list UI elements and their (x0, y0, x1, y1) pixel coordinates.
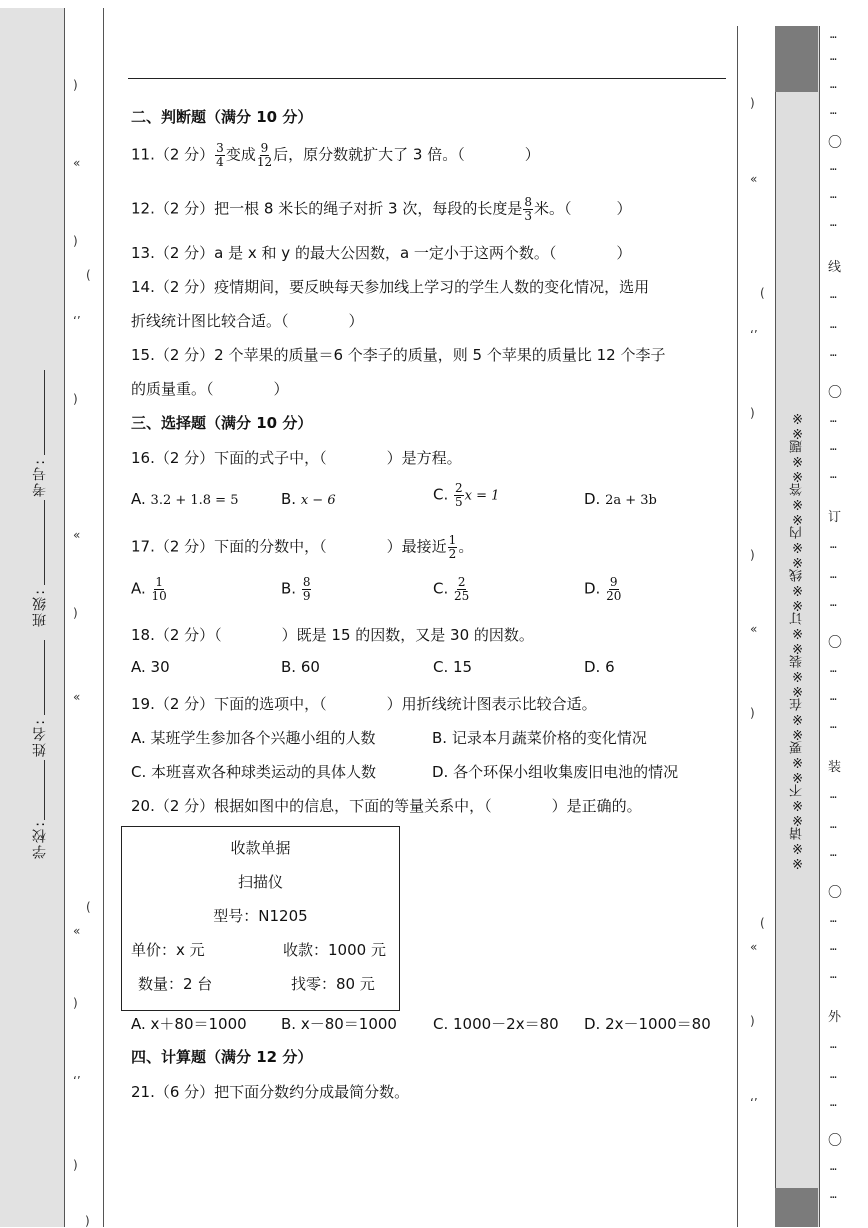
option-b[interactable]: B. x－80＝1000 (281, 1015, 397, 1033)
seal-mark: ‘’ (73, 1074, 81, 1088)
question-19-option-b[interactable]: B. 记录本月蔬菜价格的变化情况 (432, 729, 647, 747)
seal-dots: … (830, 318, 837, 331)
seal-mark: « (73, 924, 81, 938)
receipt-item: 扫描仪 (237, 873, 283, 891)
seal-circle: 〇 (828, 385, 842, 401)
option-label: B. (281, 579, 297, 598)
question-13: 13.（2 分）a 是 x 和 y 的最大公因数，a 一定小于这两个数。（ ） (131, 244, 632, 262)
seal-dots: … (830, 568, 837, 581)
option-text: 3.2 + 1.8 = 5 (150, 493, 239, 508)
seal-dots: … (830, 412, 837, 425)
option-a[interactable]: A. x＋80＝1000 (131, 1015, 247, 1033)
option-c[interactable] (433, 576, 470, 602)
seal-dots: … (830, 346, 837, 359)
seal-mark: ‘’ (750, 1096, 758, 1110)
seal-dots: … (830, 288, 837, 301)
seal-mark: « (73, 156, 81, 170)
seal-mark: ) (73, 1158, 78, 1172)
school-label: 学校: (32, 820, 48, 859)
question-19-option-d[interactable]: D. 各个环保小组收集废旧电池的情况 (432, 763, 679, 781)
seal-mark: ) (73, 996, 78, 1010)
option-a[interactable]: A. 30 (131, 658, 170, 676)
seal-dots: … (830, 216, 837, 229)
fraction-numerator: 2 (457, 575, 466, 589)
fraction-denominator: 4 (216, 154, 224, 169)
fraction-denominator: 10 (151, 588, 167, 603)
seal-dots: … (830, 662, 837, 675)
question-17-options (131, 572, 721, 614)
question-21: 21.（6 分）把下面分数约分成最简分数。 (131, 1083, 410, 1101)
seal-circle: 〇 (828, 1133, 842, 1149)
seal-mark: ‘’ (73, 314, 81, 328)
option-d[interactable]: D. 2x－1000＝80 (584, 1015, 711, 1033)
section-title-judge: 二、判断题（满分 10 分） (131, 108, 313, 126)
fraction-numerator: 8 (524, 195, 532, 209)
seal-circle: 〇 (828, 635, 842, 651)
option-text: x = 1 (464, 488, 500, 504)
option-text: x − 6 (300, 493, 336, 508)
seal-dots: … (830, 968, 837, 981)
question-16-options (131, 478, 721, 518)
seal-mark: ) (73, 392, 78, 406)
seal-dots: … (830, 468, 837, 481)
seal-dots: … (830, 846, 837, 859)
option-label: D. (584, 490, 601, 508)
option-c[interactable]: C. 15 (433, 658, 473, 676)
question-15-line1: 15.（2 分）2 个苹果的质量＝6 个李子的质量，则 5 个苹果的质量比 12 个李子 (131, 346, 666, 364)
fraction (448, 534, 458, 560)
option-b[interactable] (281, 576, 312, 602)
option-d[interactable]: D. 6 (584, 658, 615, 676)
seal-dots: … (830, 788, 837, 801)
seal-dots: … (830, 596, 837, 609)
seal-dots: … (830, 818, 837, 831)
fraction-denominator: 25 (454, 588, 470, 603)
question-11-mid: 变成 (225, 145, 256, 164)
receipt-title: 收款单据 (230, 839, 291, 857)
question-19-option-a[interactable]: A. 某班学生参加各个兴趣小组的人数 (131, 729, 376, 747)
fraction-numerator: 3 (216, 141, 224, 155)
receipt-change: 找零：80 元 (291, 975, 375, 993)
question-14-line1: 14.（2 分）疫情期间，要反映每天参加线上学习的学生人数的变化情况，选用 (131, 278, 650, 296)
fraction-numerator: 1 (155, 575, 163, 589)
seal-mark: « (750, 940, 758, 954)
no-answer-notice: ※※请※※不※※要※※在※※装※※订※※线※※内※※答※※题※※ (789, 410, 805, 870)
seal-circle: 〇 (828, 885, 842, 901)
question-19: 19.（2 分）下面的选项中，（ ）用折线统计图表示比较合适。 (131, 695, 597, 713)
section-title-choice: 三、选择题（满分 10 分） (131, 414, 313, 432)
seal-mark: « (750, 622, 758, 636)
fraction-numerator: 9 (609, 575, 618, 589)
receipt-model: 型号：N1205 (213, 907, 308, 925)
seal-dots: … (830, 1160, 837, 1173)
fraction (606, 576, 621, 602)
seal-mark: ) (750, 706, 755, 720)
seal-dots: … (830, 188, 837, 201)
fraction (454, 482, 464, 508)
question-20-options (131, 1013, 721, 1035)
question-18: 18.（2 分）（ ）既是 15 的因数，又是 30 的因数。 (131, 626, 534, 644)
question-17-suffix: 。 (458, 537, 474, 556)
class-field[interactable] (44, 500, 45, 585)
seal-dots: … (830, 160, 837, 173)
left-binding-margin (64, 8, 104, 1227)
fraction-numerator: 1 (448, 533, 457, 547)
option-d[interactable] (584, 490, 657, 508)
school-field[interactable] (44, 760, 45, 820)
name-field[interactable] (44, 640, 45, 715)
section-title-calc: 四、计算题（满分 12 分） (131, 1048, 313, 1066)
fraction-denominator: 3 (524, 208, 532, 223)
fraction-denominator: 9 (302, 588, 311, 603)
fraction-numerator: 2 (455, 481, 463, 495)
receipt-box (121, 826, 400, 1011)
question-12 (131, 196, 631, 222)
option-d[interactable] (584, 576, 622, 602)
seal-dots: … (830, 440, 837, 453)
option-a[interactable] (131, 490, 238, 508)
right-band-top-block (775, 26, 818, 92)
exam-number-label: 考号: (32, 458, 48, 497)
option-c[interactable] (433, 482, 499, 508)
question-19-option-c[interactable]: C. 本班喜欢各种球类运动的具体人数 (131, 763, 377, 781)
question-12-suffix: 米。（ ） (533, 199, 632, 218)
seal-mark: ( (760, 916, 765, 930)
fraction-numerator: 9 (260, 141, 269, 155)
receipt-quantity: 数量：2 台 (138, 975, 213, 993)
question-11 (131, 142, 540, 168)
seal-mark: ) (73, 606, 78, 620)
fraction-denominator: 12 (256, 154, 273, 169)
question-20: 20.（2 分）根据如图中的信息，下面的等量关系中，（ ）是正确的。 (131, 797, 642, 815)
seal-mark: ( (86, 268, 91, 282)
question-17-prefix: 17.（2 分）下面的分数中，（ ）最接近 (131, 537, 447, 556)
seal-dots: … (830, 1188, 837, 1201)
option-label: C. (433, 485, 449, 504)
seal-mark: ) (750, 1014, 755, 1028)
option-label: A. (131, 490, 146, 508)
option-label: D. (584, 579, 601, 598)
seal-mark: « (750, 172, 758, 186)
seal-dots: … (830, 78, 837, 91)
option-b[interactable]: B. 60 (281, 658, 320, 676)
option-label: C. (433, 579, 449, 598)
seal-dots: … (830, 1068, 837, 1081)
seal-mark: « (73, 528, 81, 542)
right-band-bottom-block (775, 1188, 818, 1227)
seal-dots: … (830, 718, 837, 731)
question-18-options (131, 658, 721, 680)
seal-mark: ) (750, 406, 755, 420)
question-11-suffix: 后，原分数就扩大了 3 倍。（ ） (273, 145, 540, 164)
seal-mark: ) (750, 548, 755, 562)
question-12-prefix: 12.（2 分）把一根 8 米长的绳子对折 3 次，每段的长度是 (131, 199, 523, 218)
fraction (152, 576, 167, 602)
seal-word-mount: 装 (828, 760, 842, 775)
receipt-unit-price: 单价：x 元 (131, 941, 205, 959)
question-15-line2: 的质量重。（ ） (131, 380, 289, 398)
notice-container (776, 92, 818, 1188)
question-14-line2: 折线统计图比较合适。（ ） (131, 312, 364, 330)
option-label: A. (131, 579, 146, 598)
exam-number-field[interactable] (44, 370, 45, 455)
class-label: 班级: (32, 588, 48, 627)
seal-dots: … (830, 912, 837, 925)
seal-circle: 〇 (828, 135, 842, 151)
seal-dots: … (830, 538, 837, 551)
fraction (215, 142, 225, 168)
seal-mark: ( (86, 900, 91, 914)
seal-mark: ) (73, 234, 78, 248)
fraction (302, 576, 312, 602)
seal-mark: ( (760, 286, 765, 300)
option-text: 2a + 3b (605, 493, 657, 508)
seal-dots: … (830, 690, 837, 703)
seal-mark: ) (73, 78, 78, 92)
seal-dots: … (830, 940, 837, 953)
seal-dots: … (830, 50, 837, 63)
header-rule (128, 78, 726, 79)
option-c[interactable]: C. 1000－2x＝80 (433, 1015, 559, 1033)
seal-word-line: 线 (828, 260, 842, 275)
seal-dots: … (830, 1038, 837, 1051)
fraction (257, 142, 272, 168)
seal-dots: … (830, 104, 837, 117)
name-label: 姓名: (32, 718, 48, 757)
option-a[interactable] (131, 576, 168, 602)
option-label: B. (281, 490, 297, 508)
fraction-denominator: 5 (455, 494, 463, 509)
question-16: 16.（2 分）下面的式子中，（ ）是方程。 (131, 449, 462, 467)
fraction-numerator: 8 (302, 575, 311, 589)
seal-mark: « (73, 690, 81, 704)
fraction (523, 196, 533, 222)
seal-word-bind: 订 (828, 510, 842, 525)
seal-dots: … (830, 1096, 837, 1109)
seal-mark: ) (750, 96, 755, 110)
seal-mark: ) (85, 1214, 90, 1228)
receipt-paid: 收款：1000 元 (283, 941, 386, 959)
question-11-prefix: 11.（2 分） (131, 145, 215, 164)
seal-line (824, 28, 848, 1227)
seal-mark: ‘’ (750, 328, 758, 342)
seal-word-outer: 外 (828, 1010, 842, 1025)
fraction (454, 576, 469, 602)
seal-dots: … (830, 28, 837, 41)
fraction-denominator: 20 (606, 588, 622, 603)
question-17 (131, 534, 473, 560)
fraction-denominator: 2 (448, 546, 457, 561)
option-b[interactable] (281, 490, 336, 508)
